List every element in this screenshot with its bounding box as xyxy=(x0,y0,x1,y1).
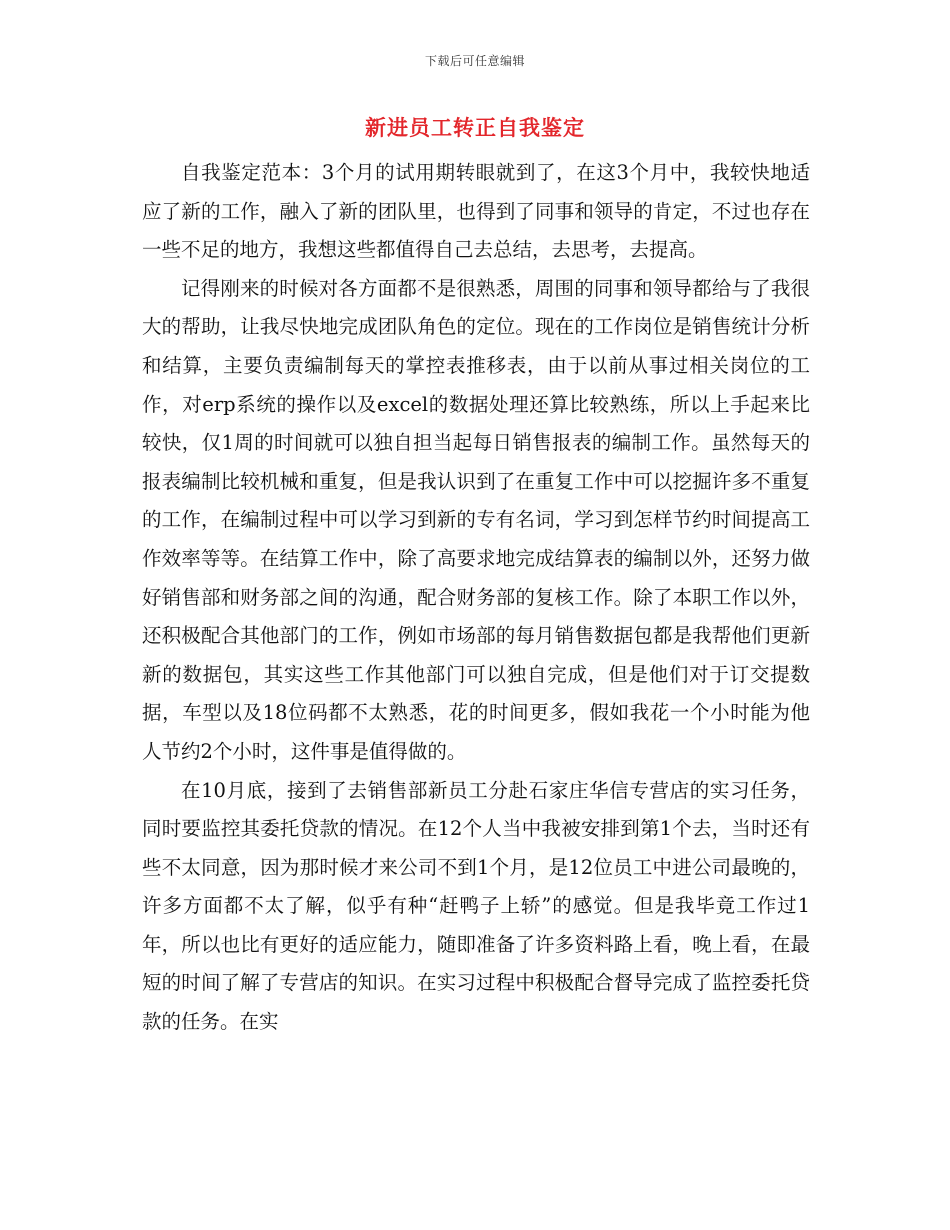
document-body xyxy=(142,154,810,1042)
paragraph-2: 记得刚来的时候对各方面都不是很熟悉，周围的同事和领导都给与了我很大的帮助，让我尽快地完成团队角色的定位。现在的工作岗位是销售统计分析和结算，主要负责编制每天的掌控表推移表，由于以前从事过相关岗位的工作，对erp系统的操作以及excel的数据处理还算比较熟练，所以上手起来比较快，仅1周的时间就可以独自担当起每日销售报表的编制工作。虽然每天的报表编制比较机械和重复，但是我认识到了在重复工作中可以挖掘许多不重复的工作，在编制过程中可以学习到新的专有名词，学习到怎样节约时间提高工作效率等等。在结算工作中，除了高要求地完成结算表的编制以外，还努力做好销售部和财务部之间的沟通，配合财务部的复核工作。除了本职工作以外，还积极配合其他部门的工作，例如市场部的每月销售数据包都是我帮他们更新新的数据包，其实这些工作其他部门可以独自完成，但是他们对于订交提数据，车型以及18位码都不太熟悉，花的时间更多，假如我花一个小时能为他人节约2个小时，这件事是值得做的。 xyxy=(142,276,810,763)
header-note: 下载后可任意编辑 xyxy=(424,54,525,68)
document-title: 新进员工转正自我鉴定 xyxy=(365,115,585,140)
paragraph-1: 自我鉴定范本：3个月的试用期转眼就到了，在这3个月中，我较快地适应了新的工作，融入了新的团队里，也得到了同事和领导的肯定，不过也存在一些不足的地方，我想这些都值得自己去总结，去思考，去提高。 xyxy=(142,161,810,262)
paragraph-3: 在10月底，接到了去销售部新员工分赴石家庄华信专营店的实习任务，同时要监控其委托贷款的情况。在12个人当中我被安排到第1个去，当时还有些不太同意，因为那时候才来公司不到1个月，是12位员工中进公司最晚的，许多方面都不太了解，似乎有种“赶鸭子上轿”的感觉。但是我毕竟工作过1年，所以也比有更好的适应能力，随即准备了许多资料路上看，晚上看，在最短的时间了解了专营店的知识。在实习过程中积极配合督导完成了监控委托贷款的任务。在实 xyxy=(142,778,810,1034)
